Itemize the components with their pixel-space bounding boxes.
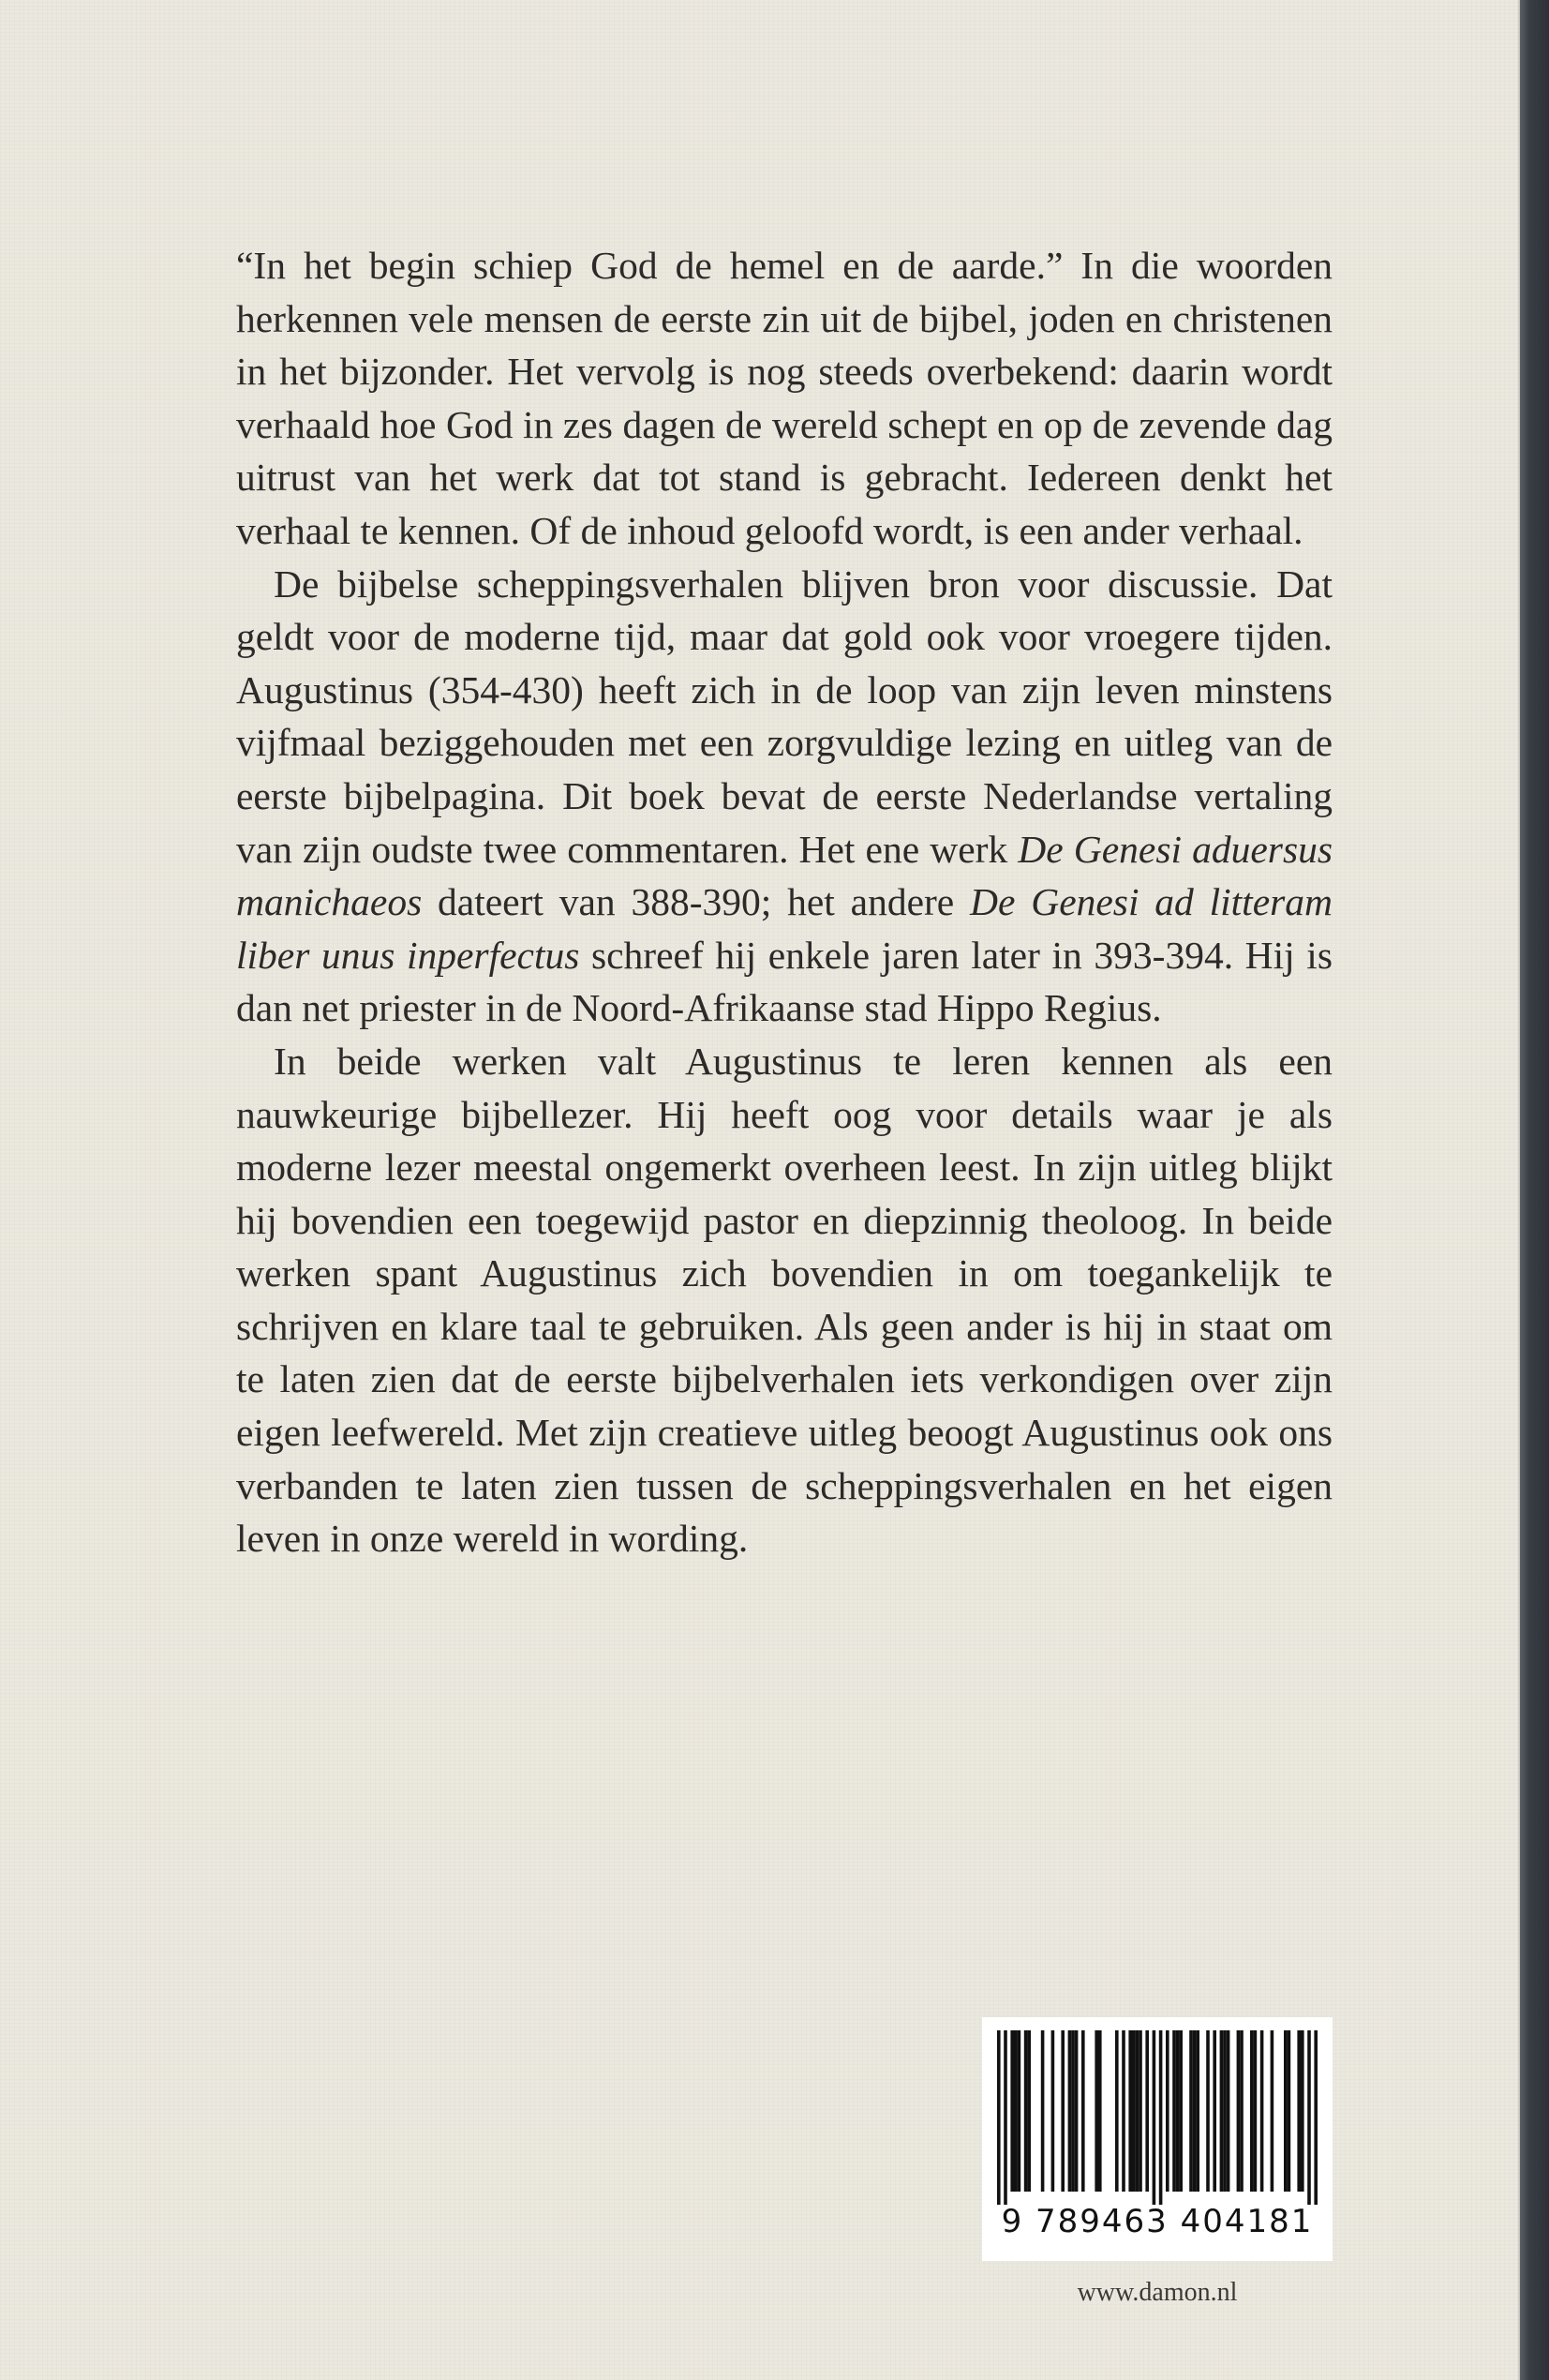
- barcode-bar: [1018, 2030, 1021, 2192]
- barcode-bar: [1189, 2030, 1193, 2192]
- book-title-italic: De Genesi ad litteram liber unus inperfectus: [236, 880, 1333, 977]
- blurb-text-run: In beide werken valt Augustinus te leren kennen als een nauwkeurige bijbellezer. Hij heeft oog voor details waar je als moderne lezer meestal ongemerkt overheen leest. In zijn uitleg blijkt hij bovendien een toegewijd pastor en diepzinnig theoloog. In beide werken spant Augustinus zich bovendien in om toegankelijk te schrijven en klare taal te gebruiken. Als geen ander is hij in staat om te laten zien dat de eerste bijbelverhalen iets verkondigen over zijn eigen leefwereld. Met zijn creatieve uitleg beoogt Augustinus ook ons verbanden te laten zien tussen de scheppingsverhalen en het eigen leven in onze wereld in wording.: [236, 1039, 1333, 1561]
- barcode-bar: [1098, 2030, 1102, 2192]
- barcode-bar: [1213, 2030, 1216, 2192]
- barcode-bar: [1193, 2030, 1197, 2192]
- barcode-bar: [1122, 2030, 1125, 2192]
- barcode-bar: [1301, 2030, 1304, 2192]
- barcode-bar: [1206, 2030, 1210, 2192]
- barcode-bar: [1166, 2030, 1169, 2192]
- barcode-bar: [1176, 2030, 1180, 2192]
- barcode-bar: [1307, 2030, 1311, 2205]
- barcode-bar: [1172, 2030, 1176, 2192]
- barcode-bar: [1179, 2030, 1183, 2192]
- blurb-text-run: dateert van 388-390; het andere: [422, 880, 971, 924]
- book-title-italic: De Genesi aduersus manichaeos: [236, 827, 1333, 924]
- barcode-bars: [982, 2017, 1333, 2205]
- barcode-bar: [997, 2030, 1001, 2205]
- barcode-bar: [1068, 2030, 1072, 2192]
- barcode-bar: [1061, 2030, 1065, 2192]
- barcode-bar: [1027, 2030, 1031, 2192]
- barcode-bar: [1240, 2030, 1244, 2192]
- barcode-bar: [1081, 2030, 1085, 2192]
- barcode-bar: [1041, 2030, 1045, 2192]
- barcode-bar: [1095, 2030, 1098, 2192]
- publisher-website: www.damon.nl: [1077, 2278, 1238, 2307]
- barcode-bar: [1071, 2030, 1075, 2192]
- barcode-bar: [1237, 2030, 1241, 2192]
- barcode-bar: [1024, 2030, 1028, 2192]
- blurb-paragraph: [236, 1035, 1333, 1565]
- barcode-bar: [1153, 2030, 1156, 2205]
- barcode-bar: [1004, 2030, 1007, 2205]
- barcode-bar: [1010, 2030, 1014, 2192]
- blurb-text-run: “In het begin schiep God de hemel en de aarde.” In die woorden herkennen vele mensen de eerste zin uit de bijbel, joden en christenen in het bijzonder. Het vervolg is nog steeds overbekend: daarin wordt verhaald hoe God in zes dagen de wereld schept en op de zevende dag uitrust van het werk dat tot stand is gebracht. Iedereen denkt het verhaal te kennen. Of de inhoud geloofd wordt, is een ander verhaal.: [236, 244, 1333, 552]
- barcode-bar: [1284, 2030, 1288, 2192]
- barcode-bar: [1075, 2030, 1079, 2192]
- barcode-bar: [1145, 2030, 1149, 2192]
- barcode-bar: [1014, 2030, 1018, 2192]
- barcode-bar: [1128, 2030, 1132, 2192]
- barcode-bar: [1271, 2030, 1274, 2192]
- blurb-paragraph: [236, 239, 1333, 558]
- barcode-bar: [1227, 2030, 1230, 2192]
- blurb-text-run: schreef hij enkele jaren later in 393-394. Hij is dan net priester in de Noord-Afrikaanse stad Hippo Regius.: [236, 933, 1333, 1030]
- barcode-bar: [1314, 2030, 1318, 2205]
- blurb-text-run: De bijbelse scheppingsverhalen blijven bron voor discussie. Dat geldt voor de moderne tijd, maar dat gold ook voor vroegere tijden. Augustinus (354-430) heeft zich in de loop van zijn leven minstens vijfmaal beziggehouden met een zorgvuldige lezing en uitleg van de eerste bijbelpagina. Dit boek bevat de eerste Nederlandse vertaling van zijn oudste twee commentaren. Het ene werk: [236, 561, 1333, 871]
- barcode-bar: [1196, 2030, 1199, 2192]
- isbn-digits: 9 789463 404181: [1001, 2203, 1314, 2240]
- blurb-text: [236, 239, 1333, 1565]
- barcode-bar: [1260, 2030, 1264, 2192]
- book-spine: [1520, 0, 1549, 2380]
- barcode-bar: [1136, 2030, 1139, 2192]
- barcode-bar: [1220, 2030, 1224, 2192]
- barcode-bar: [1132, 2030, 1136, 2192]
- barcode-bar: [1223, 2030, 1227, 2192]
- barcode-bar: [1159, 2030, 1163, 2205]
- barcode-bar: [1297, 2030, 1301, 2192]
- blurb-paragraph: [236, 558, 1333, 1035]
- barcode-bar: [1288, 2030, 1291, 2192]
- barcode-bar: [1051, 2030, 1055, 2192]
- barcode-bar: [1250, 2030, 1254, 2192]
- barcode-bar: [1254, 2030, 1258, 2192]
- isbn-barcode: [982, 2017, 1333, 2261]
- barcode-bar: [1115, 2030, 1119, 2192]
- barcode-bar: [1139, 2030, 1142, 2192]
